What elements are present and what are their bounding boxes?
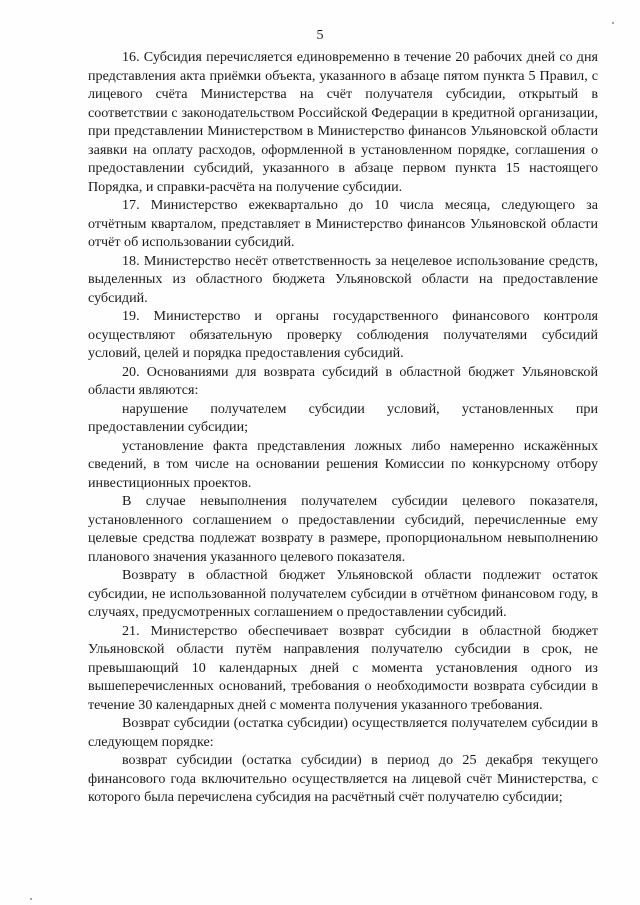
paragraph-17: 17. Министерство ежеквартально до 10 числа месяца, следующего за отчётным кварталом, представляет в Министерство финансов Ульяновской области отчёт об использовании субсидий.	[88, 197, 598, 250]
paragraph-19: 19. Министерство и органы государственного финансового контроля осуществляют обязательную проверку соблюдения получателями субсидий условий, целей и порядка предоставления субсидий.	[88, 308, 598, 361]
paragraph-target-indicator: В случае невыполнения получателем субсидии целевого показателя, установленного соглашением о предоставлении субсидий, перечисленные ему целевые средства подлежат возврату в размере, пропорциональном невыполнению планового значения указанного целевого показателя.	[88, 493, 598, 565]
page-number: 5	[316, 28, 324, 43]
paragraph-18: 18. Министерство несёт ответственность за нецелевое использование средств, выделенных из областного бюджета Ульяновской области на предоставление субсидий.	[88, 252, 598, 306]
paragraph-16: 16. Субсидия перечисляется единовременно в течение 20 рабочих дней со дня представления акта приёмки объекта, указанного в абзаце пятом пункта 5 Правил, с лицевого счёта Министерства на счёт получателя субсидии, открытый в соответствии с законодательством Российской Федерации в кредитной организации, при представлении Министерством в Министерство финансов Ульяновской области заявки на оплату расходов, оформленной в установленном порядке, соглашения о предоставлении субсидий, указанного в абзаце первом пункта 15 настоящего Порядка, и справки-расчёта на получение субсидии.	[88, 49, 598, 195]
paragraph-20-item-2: установление факта представления ложных либо намеренно искажённых сведений, в том числе на основании решения Комиссии по конкурсному отбору инвестиционных проектов.	[88, 437, 598, 491]
scan-speck	[612, 22, 614, 24]
paragraph-20-item-1: нарушение получателем субсидии условий, установленных при предоставлении субсидии;	[88, 400, 598, 435]
document-body	[88, 48, 598, 807]
scan-speck	[30, 898, 32, 900]
paragraph-return-before-dec-25: возврат субсидии (остатка субсидии) в период до 25 декабря текущего финансового года включительно осуществляется на лицевой счёт Министерства, с которого была перечислена субсидия на расчётный счёт получателю субсидии;	[88, 752, 598, 805]
paragraph-remainder-return: Возврату в областной бюджет Ульяновской области подлежит остаток субсидии, не использованной получателем субсидии в отчётном финансовом году, в случаях, предусмотренных соглашением о предоставлении субсидий.	[88, 567, 598, 620]
paragraph-20: 20. Основаниями для возврата субсидий в областной бюджет Ульяновской области являются:	[88, 363, 598, 398]
paragraph-21: 21. Министерство обеспечивает возврат субсидии в областной бюджет Ульяновской области путём направления получателю субсидии в срок, не превышающий 10 календарных дней с момента установления одного из вышеперечисленных оснований, требования о необходимости возврата субсидии в течение 30 календарных дней с момента получения указанного требования.	[88, 622, 598, 713]
paragraph-return-procedure: Возврат субсидии (остатка субсидии) осуществляется получателем субсидии в следующем порядке:	[88, 715, 598, 750]
